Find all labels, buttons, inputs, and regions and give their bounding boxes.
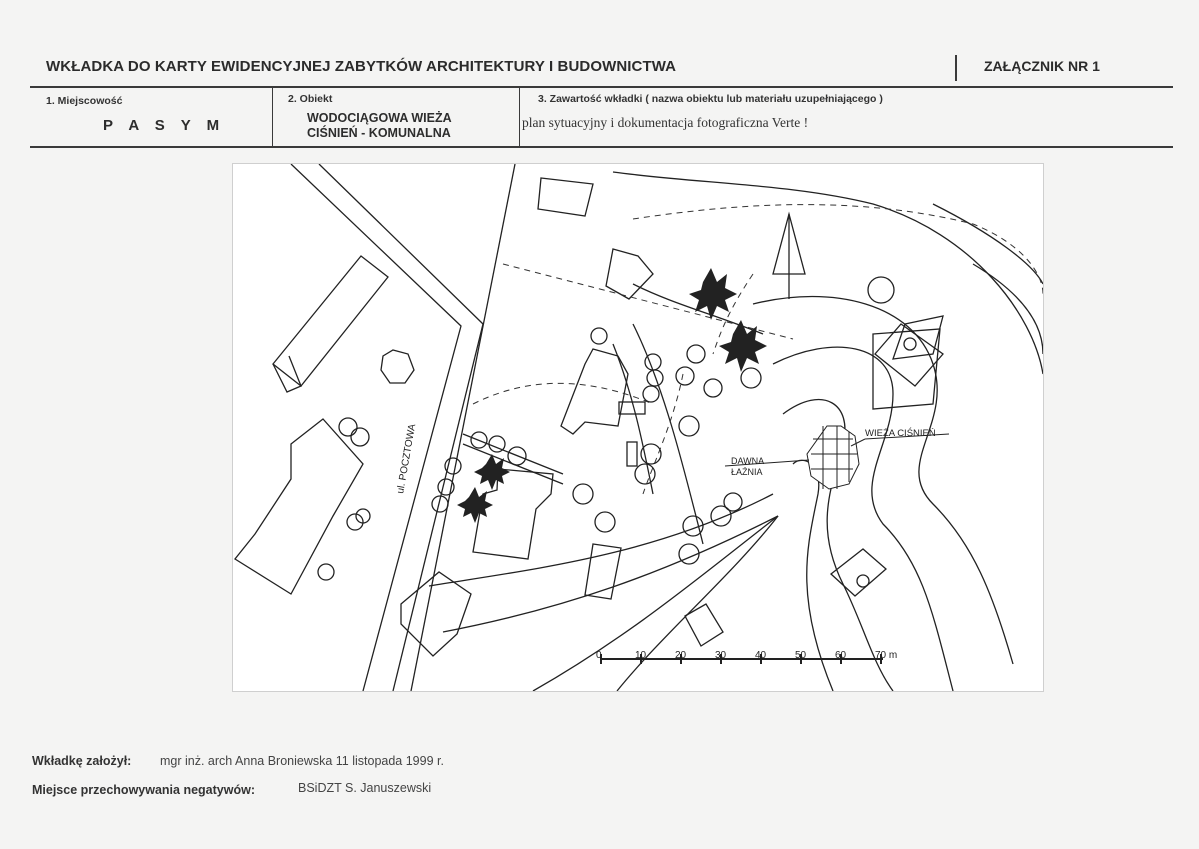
conifer-tree <box>719 320 767 372</box>
building <box>606 249 653 299</box>
place-value: P A S Y M <box>103 117 226 134</box>
scale-tick-label: 50 <box>795 650 807 661</box>
tree <box>724 493 742 511</box>
scale-tick-label: 30 <box>715 650 727 661</box>
header-divider-vertical <box>955 55 957 81</box>
water-tower <box>807 426 859 489</box>
field-divider-1 <box>272 87 273 147</box>
tree <box>645 354 661 370</box>
header-rule-bottom <box>30 146 1173 148</box>
contour-line <box>773 347 953 691</box>
tree <box>904 338 916 350</box>
tree <box>687 345 705 363</box>
tree <box>679 416 699 436</box>
building <box>273 256 388 386</box>
tree <box>591 328 607 344</box>
tree <box>351 428 369 446</box>
scale-tick-label: 0 <box>596 650 602 661</box>
scale-tick-label: 10 <box>635 650 647 661</box>
street-edge <box>319 164 483 324</box>
contour-line <box>933 204 1043 284</box>
content-label: 3. Zawartość wkładki ( nazwa obiektu lub materiału uzupełniającego ) <box>538 93 883 105</box>
tree <box>741 368 761 388</box>
road-edge <box>533 516 778 691</box>
tree <box>339 418 357 436</box>
tree <box>318 564 334 580</box>
tree <box>641 444 661 464</box>
tree <box>643 386 659 402</box>
object-name-line1: WODOCIĄGOWA WIEŻA <box>307 111 452 125</box>
header-rule-top <box>30 86 1173 88</box>
site-plan-drawing <box>233 164 1043 691</box>
object-name-line2: CIŚNIEŃ - KOMUNALNA <box>307 126 451 140</box>
dashed-boundary <box>633 205 1043 294</box>
field-divider-2 <box>519 87 520 147</box>
building-octagon <box>381 350 414 383</box>
scale-tick-label: 70 m <box>875 650 898 661</box>
tower-label: WIEŻA CIŚNIEŃ <box>865 428 936 439</box>
sheet-title: WKŁADKA DO KARTY EWIDENCYJNEJ ZABYTKÓW ARCHITEKTURY I BUDOWNICTWA <box>46 58 677 75</box>
author-value: mgr inż. arch Anna Broniewska 11 listopada 1999 r. <box>160 754 444 768</box>
storage-label: Miejsce przechowywania negatywów: <box>32 783 255 797</box>
road-edge <box>617 516 778 691</box>
building <box>538 178 593 216</box>
building <box>831 549 886 596</box>
tree <box>635 464 655 484</box>
building <box>627 442 637 466</box>
street-edge <box>411 164 515 691</box>
conifer-tree <box>474 454 510 490</box>
place-label: 1. Miejscowość <box>46 95 123 107</box>
tree <box>868 277 894 303</box>
building <box>235 419 363 594</box>
storage-value: BSiDZT S. Januszewski <box>298 781 432 795</box>
attachment-number: ZAŁĄCZNIK NR 1 <box>984 58 1100 74</box>
scale-tick-label: 40 <box>755 650 767 661</box>
building <box>273 356 301 392</box>
dashed-boundary <box>503 264 793 339</box>
site-plan <box>232 163 1044 692</box>
tree <box>857 575 869 587</box>
street-label: ul. POCZTOWA <box>395 423 419 495</box>
tree <box>704 379 722 397</box>
scale-tick-label: 60 <box>835 650 847 661</box>
contour-line <box>753 297 1013 665</box>
author-label: Wkładkę założył: <box>32 754 132 768</box>
old-building-label-line1: DAWNA <box>731 456 765 466</box>
tree <box>573 484 593 504</box>
tree <box>676 367 694 385</box>
tree <box>489 436 505 452</box>
tree <box>445 458 461 474</box>
path-edge <box>463 434 563 474</box>
content-value: plan sytuacyjny i dokumentacja fotograficzna Verte ! <box>522 115 809 130</box>
contour-line <box>633 324 703 544</box>
tree <box>595 512 615 532</box>
scale-tick-label: 20 <box>675 650 687 661</box>
contour-line <box>613 172 1043 374</box>
object-name <box>307 111 452 141</box>
object-label: 2. Obiekt <box>288 93 333 105</box>
tree <box>647 370 663 386</box>
old-building-label-line2: ŁAŹNIA <box>731 467 763 477</box>
street-edge <box>291 164 461 691</box>
